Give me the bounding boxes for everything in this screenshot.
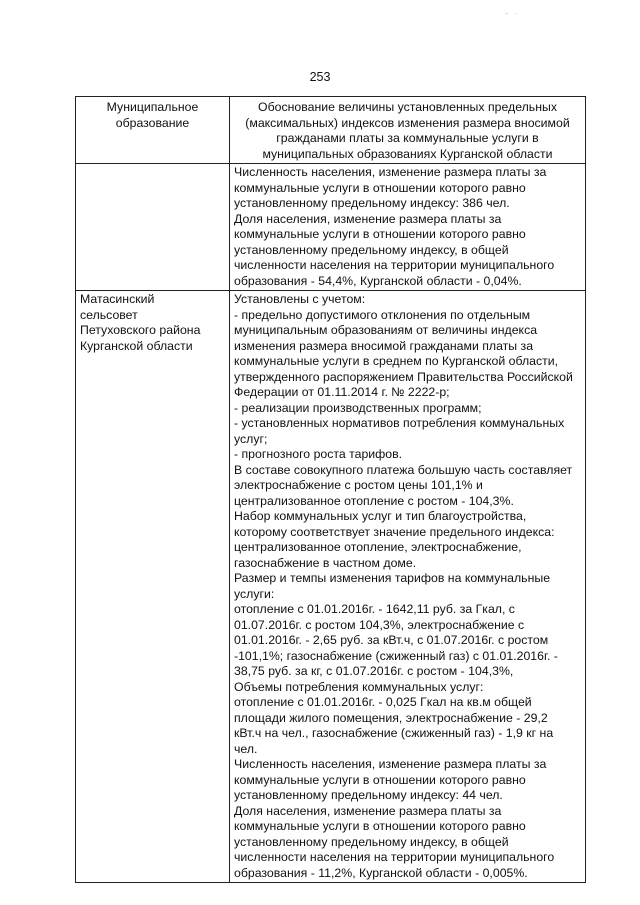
justification-line: установленному предельному индексу: 386 чел. [234, 196, 510, 210]
justification-line: коммунальные услуги в отношении которого равно [234, 180, 526, 195]
header-line: образование [115, 115, 190, 130]
justification-line: Доля населения, изменение размера платы за [234, 211, 502, 226]
justification-line: - прогнозного роста тарифов. [234, 447, 403, 461]
justification-line: отопление с 01.01.2016г. - 1642,11 руб. за Гкал, с [234, 602, 515, 616]
justification-line: газоснабжение в частном доме. [234, 555, 417, 570]
justification-line: коммунальные услуги в отношении которого равно [234, 819, 526, 833]
page-number: 253 [309, 70, 331, 84]
justification-line: установленному предельному индексу, в общей [234, 242, 509, 257]
justification-line: Размер и темпы изменения тарифов на коммунальные [234, 571, 551, 585]
justification-line: 01.07.2016г. с ростом 104,3%, электроснабжение с [234, 617, 525, 632]
header-line: Обоснование величины установленных предельных [258, 100, 557, 114]
justification-line: Численность населения, изменение размера платы за [234, 757, 547, 771]
table-row [76, 291, 586, 883]
justification-line: отопление с 01.01.2016г. - 0,025 Гкал на кв.м общей [234, 695, 532, 709]
header-line: Муниципальное [106, 100, 199, 114]
tariff-justification-table [75, 96, 586, 883]
justification-line: - предельно допустимого отклонения по отдельным [234, 307, 531, 322]
municipality-line: Матасинский [80, 292, 155, 306]
table-header-row [76, 97, 586, 164]
justification-line: установленному предельному индексу: 44 чел. [234, 788, 503, 802]
justification-line: установленному предельному индексу, в общей [234, 834, 509, 849]
municipality-line: Петуховского района [80, 323, 201, 337]
justification-line: Объемы потребления коммунальных услуг: [234, 679, 484, 694]
table-row [76, 164, 586, 291]
justification-line: услуги: [234, 586, 275, 601]
justification-line: коммунальные услуги в отношении которого равно [234, 772, 526, 787]
justification-line: Установлены с учетом: [234, 292, 366, 306]
justification-line: численности населения на территории муниципального [234, 850, 555, 864]
justification-line: электроснабжение с ростом цены 101,1% и [234, 478, 483, 492]
justification-line: образования - 11,2%, Курганской области - 0,005%. [234, 865, 528, 880]
justification-line: 38,75 руб. за кг, с 01.07.2016г. с ростом - 104,3%, [234, 664, 514, 678]
municipality-cell [76, 291, 230, 883]
justification-cell [230, 291, 586, 883]
municipality-cell [76, 164, 230, 291]
justification-line: утвержденного распоряжением Правительства Российской [234, 369, 573, 384]
justification-line: Федерации от 01.11.2014 г. № 2222-р; [234, 385, 450, 399]
justification-line: - реализации производственных программ; [234, 400, 482, 415]
justification-line: централизованное отопление, электроснабжение, [234, 540, 522, 554]
scan-artifact: - · [505, 8, 520, 18]
header-line: гражданами платы за коммунальные услуги в [276, 131, 539, 145]
justification-line: 01.01.2016г. - 2,65 руб. за кВт.ч, с 01.07.2016г. с ростом [234, 633, 549, 647]
justification-line: образования - 54,4%, Курганской области - 0,04%. [234, 273, 522, 288]
justification-line: централизованное отопление с ростом - 104,3%. [234, 493, 514, 508]
justification-line: которому соответствует значение предельного индекса: [234, 524, 555, 539]
header-line: (максимальных) индексов изменения размера вносимой [245, 115, 570, 130]
justification-line: изменения размера вносимой гражданами платы за [234, 338, 534, 353]
municipality-line: Курганской области [80, 338, 193, 353]
municipality-line: сельсовет [80, 307, 138, 322]
table-body [76, 164, 586, 883]
header-justification [230, 97, 586, 164]
justification-line: Набор коммунальных услуг и тип благоустройства, [234, 509, 527, 523]
justification-line: Доля населения, изменение размера платы за [234, 803, 502, 818]
justification-line: чел. [234, 741, 258, 756]
justification-line: - установленных нормативов потребления коммунальных [234, 416, 565, 430]
justification-line: кВт.ч на чел., газоснабжение (сжиженный газ) - 1,9 кг на [234, 726, 554, 740]
justification-line: -101,1%; газоснабжение (сжиженный газ) с 01.01.2016г. - [234, 648, 558, 663]
justification-line: коммунальные услуги в среднем по Курганской области, [234, 354, 559, 368]
justification-line: муниципальным образованиям от величины индекса [234, 323, 538, 337]
justification-line: коммунальные услуги в отношении которого равно [234, 227, 526, 241]
justification-line: площади жилого помещения, электроснабжение - 29,2 [234, 710, 548, 725]
header-municipality [76, 97, 230, 164]
justification-line: В составе совокупного платежа большую часть составляет [234, 462, 573, 477]
justification-cell [230, 164, 586, 291]
justification-line: услуг; [234, 431, 268, 446]
justification-line: Численность населения, изменение размера платы за [234, 165, 547, 179]
justification-line: численности населения на территории муниципального [234, 258, 555, 272]
header-line: муниципальных образованиях Курганской области [262, 146, 553, 161]
